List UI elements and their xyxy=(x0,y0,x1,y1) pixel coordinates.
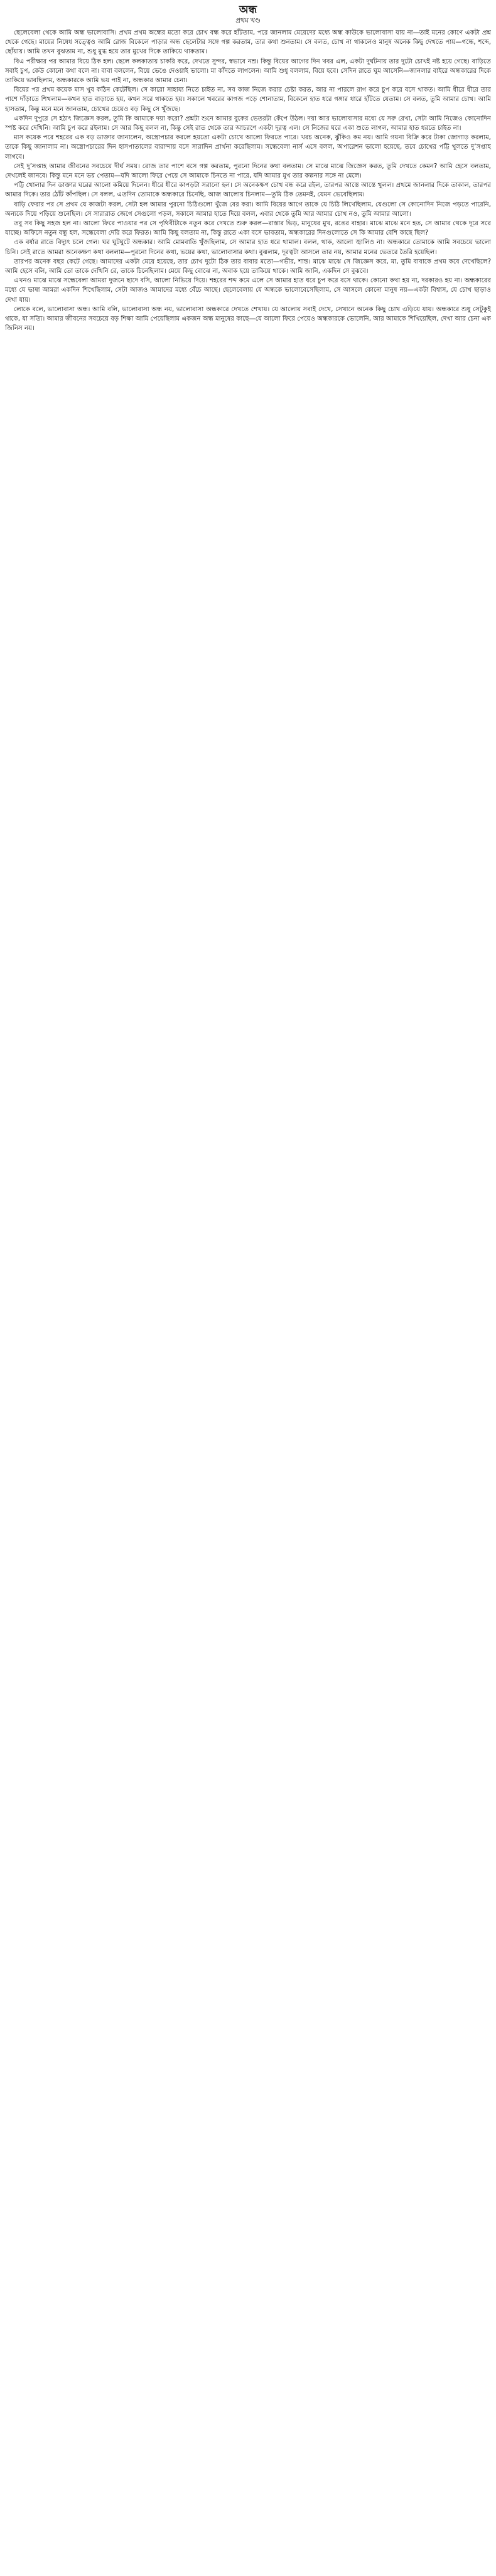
story-paragraph: এখনও মাঝে মাঝে সন্ধেবেলা আমরা দুজনে ছাদে বসি, আলো নিভিয়ে দিয়ে। শহরের শব্দ কমে এলে সে আমার হাত ধরে চুপ করে বসে থাকে। কোনো কথা হয় না, দরকারও হয় না। অন্ধকারের মধ্যে যে ভাষা আমরা একদিন শিখেছিলাম, সেটা আজও আমাদের মধ্যে বেঁচে আছে। ছেলেবেলায় যে অন্ধকে ভালোবেসেছিলাম, সে আসলে কোনো মানুষ নয়—একটা বিশ্বাস, যে চোখ ছাড়াও দেখা যায়। xyxy=(5,277,491,304)
story-paragraph: সেই দু’সপ্তাহ আমার জীবনের সবচেয়ে দীর্ঘ সময়। রোজ তার পাশে বসে গল্প করতাম, পুরনো দিনের কথা বলতাম। সে মাঝে মাঝে জিজ্ঞেস করত, তুমি দেখতে কেমন? আমি হেসে বলতাম, দেখলেই জানবে। কিন্তু মনে মনে ভয় পেতাম—যদি আলো ফিরে পেয়ে সে আমাকে চিনতে না পারে, যদি আমার মুখ তার কল্পনার সঙ্গে না মেলে। xyxy=(5,162,491,180)
story-paragraph: বিয়ের পর প্রথম কয়েক মাস খুব কঠিন কেটেছিল। সে কারো সাহায্য নিতে চাইত না, সব কাজ নিজে করার চেষ্টা করত, আর না পারলে রাগ করে চুপ করে বসে থাকত। আমি ধীরে ধীরে তার পাশে দাঁড়াতে শিখলাম—কখন হাত বাড়াতে হয়, কখন সরে থাকতে হয়। সকালে খবরের কাগজ পড়ে শোনাতাম, বিকেলে হাত ধরে গঙ্গার ধারে হাঁটতে যেতাম। সে বলত, তুমি আমার চোখ। আমি হাসতাম, কিন্তু মনে মনে জানতাম, চোখের চেয়েও বড় কিছু সে খুঁজছে। xyxy=(5,87,491,113)
story-paragraph: ছেলেবেলা থেকে আমি অন্ধ ভালোবাসি। প্রথম প্রথম অন্ধের মতো করে চোখ বন্ধ করে হাঁটতাম, পরে জানলাম মেয়েদের মধ্যে অন্ধ কাউকে ভালোবাসা যায় না—তাই মনের কোণে একটা প্রশ্ন থেকে গেছে। মায়ের নিষেধ সত্ত্বেও আমি রোজ বিকেলে পাড়ার অন্ধ ছেলেটার সঙ্গে গল্প করতাম, তার কথা শুনতাম। সে বলত, চোখ না থাকলেও মানুষ অনেক কিছু দেখতে পায়—গন্ধে, শব্দে, ছোঁয়ায়। আমি তখন বুঝতাম না, শুধু মুগ্ধ হয়ে তার মুখের দিকে তাকিয়ে থাকতাম। xyxy=(5,29,491,56)
story-paragraph: বাড়ি ফেরার পর সে প্রথম যে কাজটা করল, সেটা হল আমার পুরনো চিঠিগুলো খুঁজে বের করা। আমি বিয়ের আগে তাকে যে চিঠি লিখেছিলাম, যেগুলো সে কোনোদিন নিজে পড়তে পারেনি, অন্যকে দিয়ে পড়িয়ে শুনেছিল। সে সারারাত জেগে সেগুলো পড়ল, সকালে আমার হাতে দিয়ে বলল, এবার থেকে তুমি আর আমার চোখ নও, তুমি আমার আলো। xyxy=(5,201,491,218)
story-paragraph: একদিন দুপুরে সে হঠাৎ জিজ্ঞেস করল, তুমি কি আমাকে দয়া করো? প্রশ্নটা শুনে আমার বুকের ভেতরটা কেঁপে উঠল। দয়া আর ভালোবাসার মধ্যে যে সরু রেখা, সেটা আমি নিজেও কোনোদিন স্পষ্ট করে দেখিনি। আমি চুপ করে রইলাম। সে আর কিছু বলল না, কিন্তু সেই রাত থেকে তার আচরণে একটা দূরত্ব এল। সে নিজের ঘরে একা শুতে লাগল, আমার হাত ধরতে চাইত না। xyxy=(5,115,491,132)
story-paragraph: লোকে বলে, ভালোবাসা অন্ধ। আমি বলি, ভালোবাসা অন্ধ নয়, ভালোবাসা অন্ধকারে দেখতে শেখায়। যে আলোয় সবাই দেখে, সেখানে অনেক কিছু চোখ এড়িয়ে যায়। অন্ধকারে শুধু সেটুকুই থাকে, যা সত্যি। আমার জীবনের সবচেয়ে বড় শিক্ষা আমি পেয়েছিলাম একজন অন্ধ মানুষের কাছে—যে আলো ফিরে পেয়েও অন্ধকারকে ভোলেনি, আর আমাকে শিখিয়েছিল, দেখা আর চেনা এক জিনিস নয়। xyxy=(5,306,491,333)
story-body xyxy=(5,28,491,334)
story-paragraph: এক বর্ষার রাতে বিদ্যুৎ চলে গেল। ঘর ঘুটঘুটে অন্ধকার। আমি মোমবাতি খুঁজছিলাম, সে আমার হাত ধরে থামাল। বলল, থাক, আলো জ্বালিও না। অন্ধকারে তোমাকে আমি সবচেয়ে ভালো চিনি। সেই রাতে আমরা অনেকক্ষণ কথা বললাম—পুরনো দিনের কথা, ভয়ের কথা, ভালোবাসার কথা। বুঝলাম, দূরত্বটা আসলে তার নয়, আমার মনের ভেতরে তৈরি হয়েছিল। xyxy=(5,239,491,256)
story-paragraph: পট্টি খোলার দিন ডাক্তার ঘরের আলো কমিয়ে দিলেন। ধীরে ধীরে কাপড়টা সরানো হল। সে অনেকক্ষণ চোখ বন্ধ করে রইল, তারপর আস্তে আস্তে খুলল। প্রথমে জানলার দিকে তাকাল, তারপর আমার দিকে। তার ঠোঁট কাঁপছিল। সে বলল, এতদিন তোমাকে অন্ধকারে চিনেছি, আজ আলোয় চিনলাম—তুমি ঠিক তেমনই, যেমন ভেবেছিলাম। xyxy=(5,182,491,199)
story-paragraph: মাস কয়েক পরে শহরের এক বড় ডাক্তার জানালেন, অস্ত্রোপচার করলে হয়তো একটা চোখে আলো ফিরতে পারে। খরচ অনেক, ঝুঁকিও কম নয়। আমি গয়না বিক্রি করে টাকা জোগাড় করলাম, তাকে কিছু জানালাম না। অস্ত্রোপচারের দিন হাসপাতালের বারান্দায় বসে সারাদিন প্রার্থনা করেছিলাম। সন্ধেবেলা নার্স এসে বলল, অপারেশন ভালো হয়েছে, তবে চোখের পট্টি খুলতে দু’সপ্তাহ লাগবে। xyxy=(5,134,491,161)
story-paragraph: বিএ পরীক্ষার পর আমার বিয়ে ঠিক হল। ছেলে কলকাতায় চাকরি করে, দেখতে সুন্দর, স্বভাবে নম্র। কিন্তু বিয়ের আগের দিন খবর এল, একটা দুর্ঘটনায় তার দুটো চোখই নষ্ট হয়ে গেছে। বাড়িতে সবাই চুপ, কেউ কোনো কথা বলে না। বাবা বললেন, বিয়ে ভেঙে দেওয়াই ভালো। মা কাঁদতে লাগলেন। আমি শুধু বললাম, বিয়ে হবে। সেদিন রাতে ঘুম আসেনি—জানলার বাইরে অন্ধকারের দিকে তাকিয়ে ভাবছিলাম, অন্ধকারকে আমি ভয় পাই না, অন্ধকার আমার চেনা। xyxy=(5,58,491,85)
story-paragraph: তবু সব কিছু সহজ হল না। আলো ফিরে পাওয়ার পর সে পৃথিবীটাকে নতুন করে দেখতে শুরু করল—রাস্তার ভিড়, মানুষের মুখ, রঙের বাহার। মাঝে মাঝে মনে হত, সে আমার থেকে দূরে সরে যাচ্ছে। অফিসে নতুন বন্ধু হল, সন্ধেবেলা দেরি করে ফিরত। আমি কিছু বলতাম না, কিন্তু রাতে একা বসে ভাবতাম, অন্ধকারের দিনগুলোতে সে কি আমার বেশি কাছে ছিল? xyxy=(5,220,491,237)
story-title: অন্ধ xyxy=(239,4,257,16)
story-paragraph: তারপর অনেক বছর কেটে গেছে। আমাদের একটা মেয়ে হয়েছে, তার চোখ দুটো ঠিক তার বাবার মতো—গভীর, শান্ত। মাঝে মাঝে সে জিজ্ঞেস করে, মা, তুমি বাবাকে প্রথম কবে দেখেছিলে? আমি হেসে বলি, আমি তো তাকে দেখিনি রে, তাকে চিনেছিলাম। মেয়ে কিছু বোঝে না, অবাক হয়ে তাকিয়ে থাকে। আমি জানি, একদিন সে বুঝবে। xyxy=(5,258,491,275)
story-subtitle: প্রথম খণ্ড xyxy=(235,17,261,24)
